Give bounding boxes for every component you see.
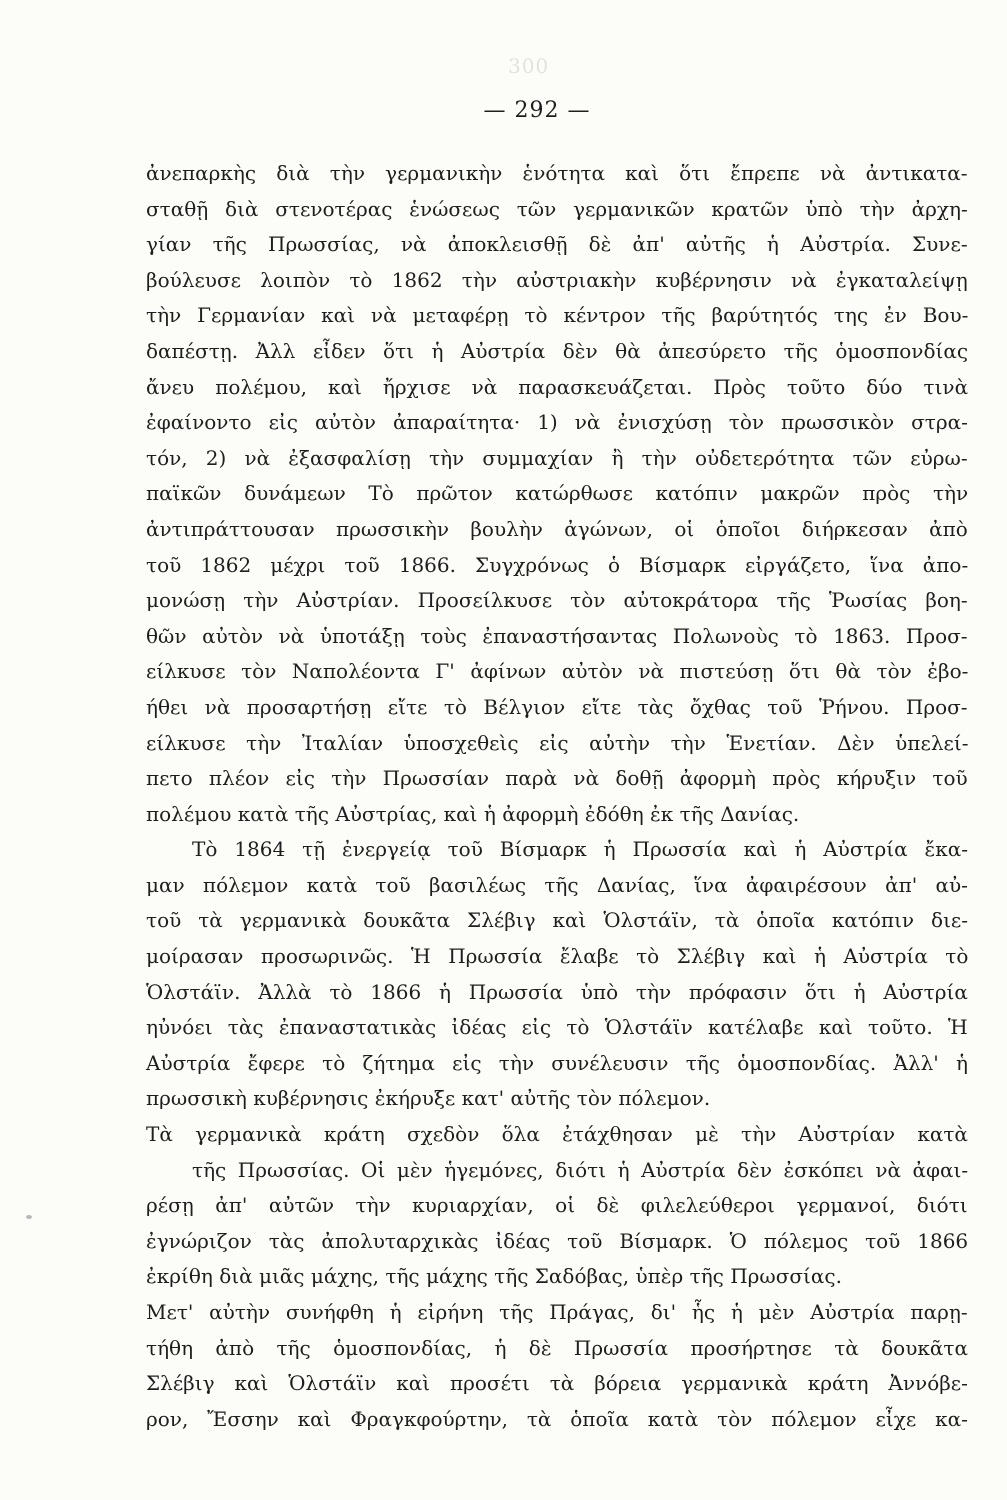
text-line: ρέσῃ ἀπ' αὐτῶν τὴν κυριαρχίαν, οἱ δὲ φιλελεύθεροι γερμανοί, διότι: [146, 1193, 968, 1218]
text-line: Μετ' αὐτὴν συνήφθη ἡ εἰρήνη τῆς Πράγας, δι' ἧς ἡ μὲν Αὐστρία παρῃ-: [146, 1300, 968, 1324]
text-line: βούλευσε λοιπὸν τὸ 1862 τὴν αὐστριακὴν κυβέρνησιν νὰ ἐγκαταλείψῃ: [146, 267, 968, 292]
text-line: πολέμου κατὰ τῆς Αὐστρίας, καὶ ἡ ἀφορμὴ ἐδόθη ἐκ τῆς Δανίας.: [146, 801, 800, 826]
text-line: Αὐστρία ἔφερε τὸ ζήτημα εἰς τὴν συνέλευσιν τῆς ὁμοσπονδίας. Ἀλλ' ἡ: [146, 1050, 969, 1075]
page-number: — 292 —: [483, 98, 591, 123]
text-line: Σλέβιγ καὶ Ὁλστάϊν καὶ προσέτι τὰ βόρεια γερμανικὰ κράτη Ἀννόβε-: [146, 1371, 968, 1396]
text-line: ἐφαίνοντο εἰς αὐτὸν ἀπαραίτητα· 1) νὰ ἐνισχύσῃ τὸν πρωσσικὸν στρα-: [146, 410, 968, 435]
text-line: είλκυσε τὸν Ναπολέοντα Γ' ἀφίνων αὐτὸν νὰ πιστεύσῃ ὅτι θὰ τὸν ἐβο-: [146, 659, 969, 684]
text-line: Ὁλστάϊν. Ἀλλὰ τὸ 1866 ἡ Πρωσσία ὑπὸ τὴν πρόφασιν ὅτι ἡ Αὐστρία: [146, 979, 968, 1004]
text-line: δαπέστῃ. Ἀλλ εἶδεν ὅτι ἡ Αὐστρία δὲν θὰ ἀπεσύρετο τῆς ὁμοσπονδίας: [146, 338, 969, 363]
text-line: Τὰ γερμανικὰ κράτη σχεδὸν ὅλα ἐτάχθησαν μὲ τὴν Αὐστρίαν κατὰ: [146, 1122, 968, 1147]
paper-speck: [26, 1215, 32, 1219]
bleed-through-page-number: 300: [508, 54, 550, 78]
text-line: ρον, Ἔσσην καὶ Φραγκφούρτην, τὰ ὁποῖα κατὰ τὸν πόλεμον εἶχε κα-: [146, 1406, 968, 1431]
text-line: πρωσσικὴ κυβέρνησις ἐκήρυξε κατ' αὐτῆς τὸν πόλεμον.: [146, 1086, 711, 1111]
text-line: είλκυσε τὴν Ἰταλίαν ὑποσχεθεὶς εἰς αὐτὴν τὴν Ἑνετίαν. Δὲν ὑπελεί-: [146, 730, 969, 755]
text-line: ἐκρίθη διὰ μιᾶς μάχης, τῆς μάχης τῆς Σαδόβας, ὑπὲρ τῆς Πρωσσίας.: [146, 1264, 842, 1289]
text-line: τοῦ τὰ γερμανικὰ δουκᾶτα Σλέβιγ καὶ Ὁλστάϊν, τὰ ὁποῖα κατόπιν διε-: [146, 908, 969, 933]
text-line: ήθει νὰ προσαρτήσῃ εἴτε τὸ Βέλγιον εἴτε τὰς ὄχθας τοῦ Ῥήνου. Προσ-: [146, 694, 968, 719]
text-line: ηὐνόει τὰς ἐπαναστατικὰς ἰδέας εἰς τὸ Ὁλστάϊν κατέλαβε καὶ τοῦτο. Ἡ: [146, 1015, 968, 1040]
body-text: [146, 156, 968, 1437]
text-line: ἐγνώριζον τὰς ἀπολυταρχικὰς ἰδέας τοῦ Βίσμαρκ. Ὁ πόλεμος τοῦ 1866: [146, 1228, 969, 1253]
text-line: τήθη ἀπὸ τῆς ὁμοσπονδίας, ἡ δὲ Πρωσσία προσήρτησε τὰ δουκᾶτα: [146, 1335, 968, 1360]
text-line: ἀνεπαρκὴς διὰ τὴν γερμανικὴν ἑνότητα καὶ ὅτι ἔπρεπε νὰ ἀντικατα-: [146, 161, 968, 185]
text-line: σταθῇ διὰ στενοτέρας ἑνώσεως τῶν γερμανικῶν κρατῶν ὑπὸ τὴν ἀρχη-: [146, 196, 968, 221]
text-line: παϊκῶν δυνάμεων Τὸ πρῶτον κατώρθωσε κατόπιν μακρῶν πρὸς τὴν: [146, 481, 969, 506]
text-line: μονώσῃ τὴν Αὐστρίαν. Προσείλκυσε τὸν αὐτοκράτορα τῆς Ῥωσίας βοη-: [146, 588, 968, 613]
text-line: ἀντιπράττουσαν πρωσσικὴν βουλὴν ἀγώνων, οἱ ὁποῖοι διήρκεσαν ἀπὸ: [146, 516, 968, 541]
text-line: τοῦ 1862 μέχρι τοῦ 1866. Συγχρόνως ὁ Βίσμαρκ εἰργάζετο, ἵνα ἀπο-: [146, 552, 969, 577]
text-line: ἄνευ πολέμου, καὶ ἤρχισε νὰ παρασκευάζεται. Πρὸς τοῦτο δύο τινὰ: [146, 374, 969, 399]
text-line: Τὸ 1864 τῇ ἐνεργείᾳ τοῦ Βίσμαρκ ἡ Πρωσσία καὶ ἡ Αὐστρία ἔκα-: [192, 837, 969, 862]
text-line: πετο πλέον εἰς τὴν Πρωσσίαν παρὰ νὰ δοθῇ ἀφορμὴ πρὸς κήρυξιν τοῦ: [146, 766, 968, 791]
text-line: τὴν Γερμανίαν καὶ νὰ μεταφέρῃ τὸ κέντρον τῆς βαρύτητός της ἐν Βου-: [146, 303, 969, 328]
text-line: γίαν τῆς Πρωσσίας, νὰ ἀποκλεισθῇ δὲ ἀπ' αὐτῆς ἡ Αὐστρία. Συνε-: [146, 232, 968, 257]
text-line: τόν, 2) νὰ ἐξασφαλίσῃ τὴν συμμαχίαν ἢ τὴν οὐδετερότητα τῶν εὐρω-: [146, 445, 968, 470]
text-line: μοίρασαν προσωρινῶς. Ἡ Πρωσσία ἔλαβε τὸ Σλέβιγ καὶ ἡ Αὐστρία τὸ: [146, 944, 969, 969]
text-line: τῆς Πρωσσίας. Οἱ μὲν ἡγεμόνες, διότι ἡ Αὐστρία δὲν ἐσκόπει νὰ ἀφαι-: [192, 1157, 969, 1182]
text-line: θῶν αὐτὸν νὰ ὑποτάξῃ τοὺς ἐπαναστήσαντας Πολωνοὺς τὸ 1863. Προσ-: [146, 623, 968, 648]
text-line: μαν πόλεμον κατὰ τοῦ βασιλέως τῆς Δανίας, ἵνα ἀφαιρέσουν ἀπ' αὐ-: [146, 872, 968, 897]
